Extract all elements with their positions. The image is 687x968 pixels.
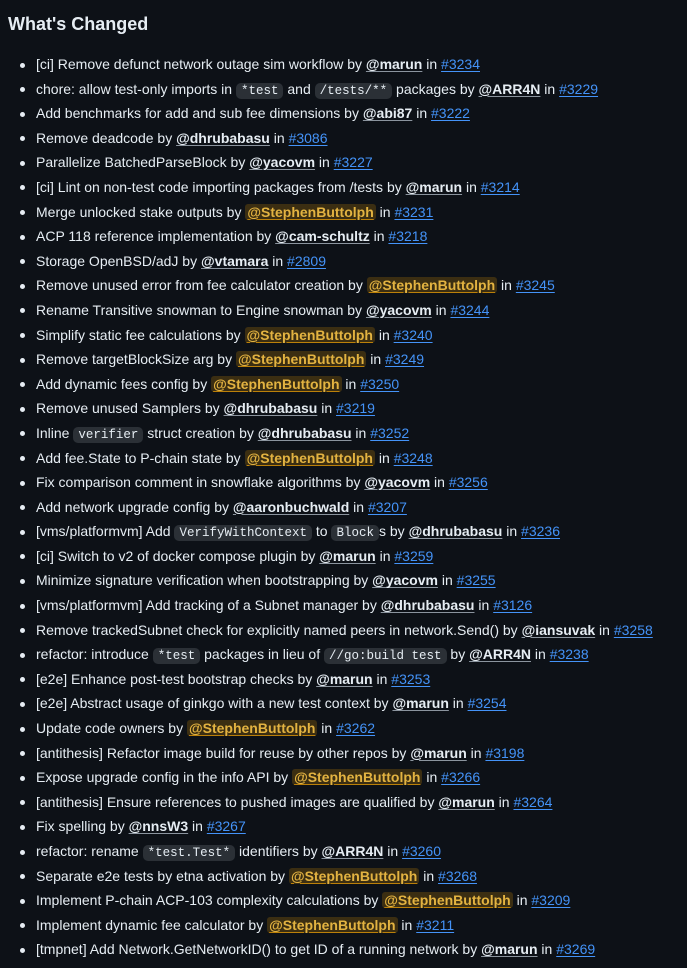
pull-request-link[interactable]: #3250 (360, 375, 400, 392)
change-item (0, 150, 687, 175)
change-text: identifiers by (235, 843, 322, 859)
change-text: in (369, 228, 389, 245)
changes-list (0, 52, 687, 962)
change-item (0, 372, 687, 397)
user-mention-link[interactable]: @yacovm (364, 474, 431, 491)
pull-request-link[interactable]: #3209 (531, 892, 571, 909)
change-item (0, 446, 687, 471)
change-text: Parallelize BatchedParseBlock by (36, 154, 250, 171)
change-text: in (595, 621, 614, 638)
user-mention-link[interactable]: @marun (410, 744, 467, 761)
change-text: in (366, 351, 386, 368)
user-mention-link[interactable]: @StephenButtolph (368, 277, 496, 294)
change-text: in (374, 326, 394, 343)
change-text: in (512, 892, 532, 909)
change-text: Separate e2e tests by etna activation by (36, 867, 289, 884)
change-text: in (315, 154, 334, 171)
user-mention-link[interactable]: @cam-schultz (275, 228, 370, 245)
inline-code: Block (331, 525, 379, 541)
pull-request-link[interactable]: #3254 (467, 695, 507, 712)
user-mention-link[interactable]: @yacovm (365, 301, 432, 318)
change-item (0, 667, 687, 692)
user-mention-link[interactable]: @abi87 (362, 105, 413, 122)
user-mention-link[interactable]: @iansuvak (521, 621, 596, 638)
inline-code: *test (236, 83, 284, 99)
change-item (0, 864, 687, 889)
change-text: [ci] Switch to v2 of docker compose plugin by (36, 547, 320, 564)
change-text: in (317, 720, 337, 737)
change-text: Implement dynamic fee calculator by (36, 916, 268, 933)
pull-request-link[interactable]: #3245 (515, 277, 555, 294)
user-mention-link[interactable]: @ARR4N (321, 843, 384, 859)
change-text: in (351, 424, 371, 441)
user-mention-link[interactable]: @StephenButtolph (213, 375, 340, 392)
change-text: Add network upgrade config by (36, 498, 233, 515)
change-item (0, 519, 687, 544)
change-text: in (437, 572, 457, 589)
change-text: Add benchmarks for add and sub fee dimensions by (36, 105, 363, 122)
inline-code: verifier (73, 427, 143, 443)
pull-request-link[interactable]: #3227 (333, 154, 373, 171)
change-item (0, 101, 687, 126)
pull-request-link[interactable]: #3260 (402, 843, 442, 859)
user-mention-link[interactable]: @ARR4N (478, 80, 541, 97)
change-text: [vms/platformvm] Add tracking of a Subnet manager by (36, 597, 381, 614)
change-text: in (462, 178, 481, 195)
change-item (0, 691, 687, 716)
change-item (0, 249, 687, 274)
change-text: Add fee.State to P-chain state by (36, 449, 245, 466)
change-item (0, 544, 687, 569)
user-mention-link[interactable]: @aaronbuchwald (232, 498, 350, 515)
change-text: in (268, 252, 288, 269)
change-text: Inline (36, 424, 74, 441)
pull-request-link[interactable]: #3266 (441, 769, 481, 786)
change-text: Remove unused error from fee calculator creation by (36, 277, 367, 294)
change-text: packages by (392, 80, 479, 97)
pull-request-link[interactable]: #3267 (206, 818, 246, 835)
pull-request-link[interactable]: #3262 (336, 720, 376, 737)
change-text: in (540, 80, 560, 97)
change-text: Minimize signature verification when bootstrapping by (36, 572, 373, 589)
inline-code: //go:build test (324, 648, 447, 664)
change-text: ACP 118 reference implementation by (36, 228, 276, 245)
pull-request-link[interactable]: #3214 (480, 178, 520, 195)
change-item (0, 421, 687, 446)
change-item (0, 618, 687, 643)
change-item (0, 200, 687, 225)
inline-code: *test (153, 648, 201, 664)
pull-request-link[interactable]: #3249 (385, 351, 425, 368)
change-text: Implement P-chain ACP-103 complexity calculations by (36, 892, 383, 909)
change-text: [ci] Remove defunct network outage sim workflow by (36, 56, 366, 72)
change-text: [ci] Lint on non-test code importing packages from /tests by (36, 178, 406, 195)
user-mention-link[interactable]: @StephenButtolph (384, 892, 511, 909)
user-mention-link[interactable]: @dhrubabasu (408, 523, 503, 540)
change-text: Expose upgrade config in the info API by (36, 769, 293, 786)
change-item (0, 913, 687, 938)
user-mention-link[interactable]: @marun (438, 793, 495, 810)
user-mention-link[interactable]: @dhrubabasu (223, 400, 318, 417)
change-text: in (412, 105, 432, 122)
change-text: in (537, 941, 557, 958)
change-text: refactor: rename (36, 843, 143, 859)
change-item (0, 568, 687, 593)
change-text: [e2e] Abstract usage of ginkgo with a new test context by (36, 695, 393, 712)
change-text: struct creation by (143, 424, 258, 441)
change-item (0, 298, 687, 323)
pull-request-link[interactable]: #3255 (456, 572, 496, 589)
user-mention-link[interactable]: @yacovm (249, 154, 316, 171)
pull-request-link[interactable]: #3253 (391, 670, 431, 687)
pull-request-link[interactable]: #3222 (431, 105, 470, 122)
change-text: in (502, 523, 522, 540)
pull-request-link[interactable]: #3229 (559, 80, 599, 97)
user-mention-link[interactable]: @ARR4N (469, 646, 531, 663)
change-text: in (494, 793, 514, 810)
pull-request-link[interactable]: #3086 (288, 129, 328, 146)
change-item (0, 839, 687, 864)
user-mention-link[interactable]: @vtamara (201, 252, 269, 269)
change-item (0, 175, 687, 200)
change-item (0, 273, 687, 298)
change-text: Add dynamic fees config by (36, 375, 212, 392)
pull-request-link[interactable]: #3238 (549, 646, 589, 663)
user-mention-link[interactable]: @StephenButtolph (188, 720, 316, 737)
change-item (0, 716, 687, 741)
pull-request-link[interactable]: #3198 (485, 744, 525, 761)
change-text: in (474, 597, 494, 614)
pull-request-link[interactable]: #3248 (393, 449, 433, 466)
change-item (0, 765, 687, 790)
user-mention-link[interactable]: @marun (319, 547, 376, 564)
change-text: to (312, 523, 332, 540)
change-text: Remove targetBlockSize arg by (36, 351, 236, 368)
change-text: in (448, 695, 468, 712)
change-text: in (497, 277, 516, 294)
user-mention-link[interactable]: @StephenButtolph (237, 351, 365, 368)
change-item (0, 52, 687, 77)
change-item (0, 790, 687, 815)
change-text: Rename Transitive snowman to Engine snowman by (36, 301, 366, 318)
change-text: in (431, 301, 451, 318)
change-item (0, 224, 687, 249)
user-mention-link[interactable]: @StephenButtolph (247, 203, 374, 220)
pull-request-link[interactable]: #3234 (441, 56, 480, 72)
user-mention-link[interactable]: @yacovm (372, 572, 438, 589)
change-text: in (430, 474, 449, 491)
user-mention-link[interactable]: @marun (392, 695, 449, 712)
change-item (0, 396, 687, 421)
user-mention-link[interactable]: @StephenButtolph (246, 326, 373, 343)
change-item (0, 347, 687, 372)
pull-request-link[interactable]: #3259 (394, 547, 434, 564)
change-text: s by (379, 523, 409, 540)
change-text: [tmpnet] Add Network.GetNetworkID() to get ID of a running network by (36, 941, 482, 958)
pull-request-link[interactable]: #3244 (450, 301, 490, 318)
user-mention-link[interactable]: @marun (365, 56, 423, 72)
change-text: in (397, 916, 417, 933)
change-text: in (375, 203, 395, 220)
change-text: chore: allow test-only imports in (36, 80, 236, 97)
pull-request-link[interactable]: #3240 (393, 326, 433, 343)
pull-request-link[interactable]: #3264 (513, 793, 553, 810)
change-item (0, 323, 687, 348)
change-text: in (419, 867, 439, 884)
pull-request-link[interactable]: #3218 (388, 228, 428, 245)
change-text: packages in lieu of (200, 646, 324, 663)
change-text: in (531, 646, 550, 663)
user-mention-link[interactable]: @nnsW3 (128, 818, 189, 835)
user-mention-link[interactable]: @dhrubabasu (176, 129, 270, 146)
change-text: in (372, 670, 392, 687)
change-text: in (317, 400, 337, 417)
user-mention-link[interactable]: @dhrubabasu (380, 597, 475, 614)
change-item (0, 126, 687, 151)
inline-code: /tests/** (315, 83, 393, 99)
change-text: Merge unlocked stake outputs by (36, 203, 246, 220)
pull-request-link[interactable]: #3211 (416, 916, 455, 933)
user-mention-link[interactable]: @marun (316, 670, 373, 687)
pull-request-link[interactable]: #2809 (287, 252, 326, 269)
change-text: [antithesis] Refactor image build for reuse by other repos by (36, 744, 411, 761)
change-text: in (466, 744, 486, 761)
change-item (0, 814, 687, 839)
change-text: by (446, 646, 470, 663)
pull-request-link[interactable]: #3207 (367, 498, 407, 515)
change-text: Update code owners by (36, 720, 187, 737)
change-text: in (188, 818, 207, 835)
change-item (0, 77, 687, 102)
change-item (0, 642, 687, 667)
change-text: Remove deadcode by (36, 129, 177, 146)
pull-request-link[interactable]: #3231 (394, 203, 434, 220)
change-text: in (349, 498, 368, 515)
inline-code: VerifyWithContext (174, 525, 312, 541)
change-text: in (341, 375, 361, 392)
change-text: in (375, 449, 394, 466)
change-text: [e2e] Enhance post-test bootstrap checks by (36, 670, 317, 687)
pull-request-link[interactable]: #3256 (448, 474, 488, 491)
change-text: [antithesis] Ensure references to pushed images are qualified by (36, 793, 439, 810)
change-item (0, 741, 687, 766)
user-mention-link[interactable]: @StephenButtolph (246, 449, 373, 466)
pull-request-link[interactable]: #3219 (336, 400, 375, 417)
pull-request-link[interactable]: #3268 (438, 867, 477, 884)
inline-code: *test.Test* (143, 845, 236, 861)
change-text: Remove unused Samplers by (36, 400, 224, 417)
pull-request-link[interactable]: #3126 (493, 597, 533, 614)
change-item (0, 470, 687, 495)
change-text: Fix comparison comment in snowflake algorithms by (36, 474, 365, 491)
pull-request-link[interactable]: #3252 (370, 424, 410, 441)
change-text: refactor: introduce (36, 646, 153, 663)
change-item (0, 495, 687, 520)
pull-request-link[interactable]: #3258 (613, 621, 653, 638)
change-text: Simplify static fee calculations by (36, 326, 245, 343)
change-text: in (383, 843, 403, 859)
change-text: Fix spelling by (36, 818, 129, 835)
change-text: in (269, 129, 289, 146)
user-mention-link[interactable]: @dhrubabasu (257, 424, 352, 441)
user-mention-link[interactable]: @StephenButtolph (294, 769, 421, 786)
change-text: in (375, 547, 395, 564)
change-text: Storage OpenBSD/adJ by (36, 252, 201, 269)
change-text: and (283, 80, 315, 97)
section-heading: What's Changed (8, 14, 149, 34)
pull-request-link[interactable]: #3269 (556, 941, 596, 958)
change-text: in (422, 56, 442, 72)
change-item (0, 937, 687, 962)
pull-request-link[interactable]: #3236 (521, 523, 560, 540)
change-item (0, 888, 687, 913)
user-mention-link[interactable]: @StephenButtolph (290, 867, 418, 884)
change-text: in (422, 769, 442, 786)
change-item (0, 593, 687, 618)
change-text: Remove trackedSubnet check for explicitly named peers in network.Send() by (36, 621, 522, 638)
user-mention-link[interactable]: @marun (481, 941, 538, 958)
user-mention-link[interactable]: @marun (405, 178, 463, 195)
change-text: [vms/platformvm] Add (36, 523, 175, 540)
user-mention-link[interactable]: @StephenButtolph (269, 916, 396, 933)
